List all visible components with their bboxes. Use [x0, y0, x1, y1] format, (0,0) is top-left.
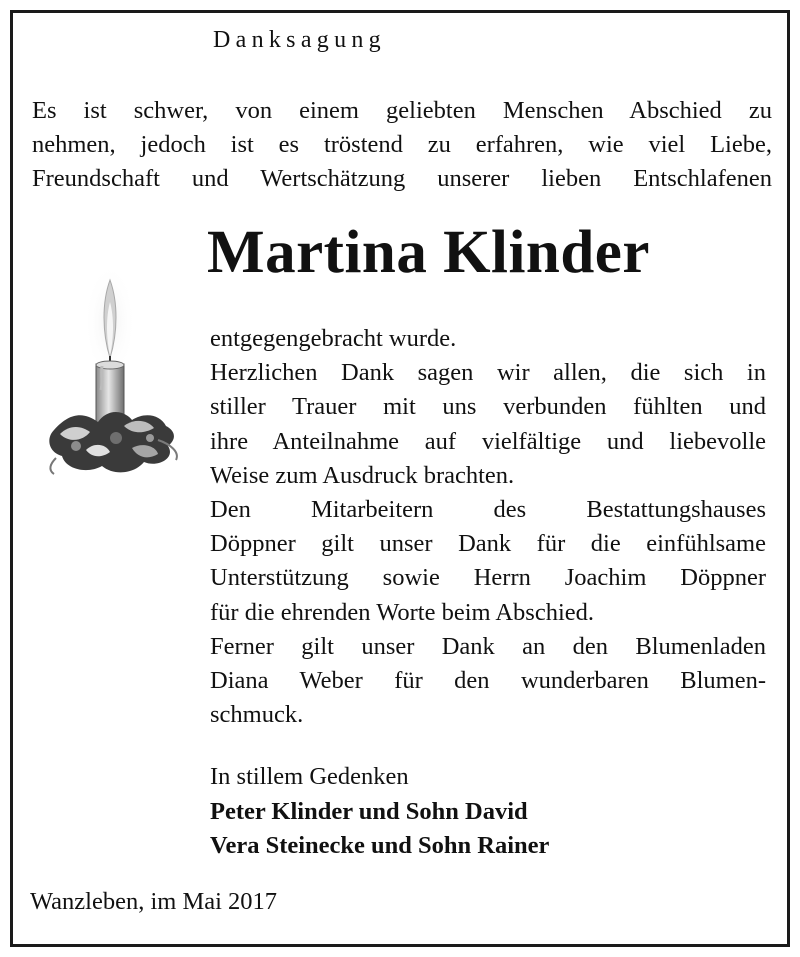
body-line: Den Mitarbeitern des Bestattungshauses: [210, 496, 766, 524]
deceased-name: Martina Klinder: [207, 219, 650, 286]
place-date: Wanzleben, im Mai 2017: [30, 888, 278, 915]
body-line: entgegengebracht wurde.: [210, 325, 457, 352]
body-line: für die ehrenden Worte beim Abschied.: [210, 598, 595, 626]
body-line: ihre Anteilnahme auf vielfältige und liebevolle: [210, 427, 766, 455]
body-line: Weise zum Ausdruck brachten.: [210, 461, 515, 489]
body-line: Unterstützung sowie Herrn Joachim Döppner: [210, 564, 766, 592]
closing-block: [210, 760, 549, 864]
body-line: stiller Trauer mit uns verbunden fühlten und: [210, 393, 766, 421]
signature-line: Vera Steinecke und Sohn Rainer: [210, 832, 550, 859]
notice-title: Danksagung: [213, 27, 386, 53]
body-line: Ferner gilt unser Dank an den Blumenladen: [210, 632, 766, 660]
intro-line: Freundschaft und Wertschätzung unserer lieben Entschlafenen: [32, 165, 772, 192]
signature-line: Peter Klinder und Sohn David: [210, 797, 528, 825]
candle-icon: [40, 262, 185, 487]
closing-phrase: In stillem Gedenken: [210, 763, 409, 790]
intro-line: Es ist schwer, von einem geliebten Menschen Abschied zu: [32, 97, 772, 124]
body-line: schmuck.: [210, 701, 304, 729]
intro-text: [32, 94, 772, 196]
body-line: Diana Weber für den wunderbaren Blumen-: [210, 667, 766, 695]
notice-body: [210, 322, 766, 732]
intro-line: nehmen, jedoch ist es tröstend zu erfahren, wie viel Liebe,: [32, 131, 772, 158]
body-line: Herzlichen Dank sagen wir allen, die sich in: [210, 359, 766, 387]
body-line: Döppner gilt unser Dank für die einfühlsame: [210, 530, 766, 558]
